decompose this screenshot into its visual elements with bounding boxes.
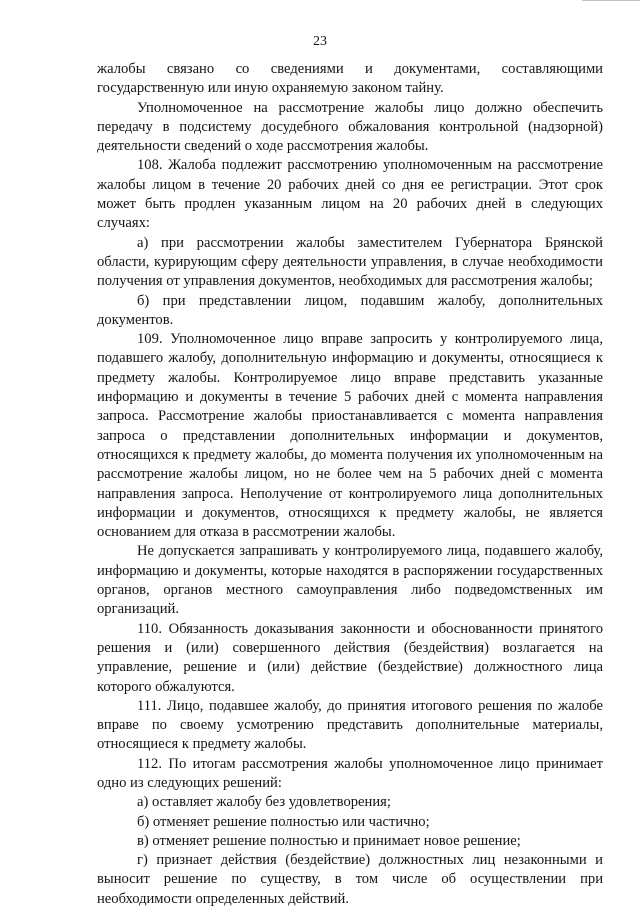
scan-edge-mark	[582, 0, 640, 3]
paragraph: 112. По итогам рассмотрения жалобы уполномоченное лицо принимает одно из следующих решений:	[97, 755, 603, 791]
paragraph: 109. Уполномоченное лицо вправе запросить у контролируемого лица, подавшего жалобу, дополнительную информацию и документы, относящиеся к предмету жалобы. Контролируемое лицо вправе представить указанные информацию и документы в течение 5 рабочих дней с момента направления запроса. Рассмотрение жалобы приостанавливается с момента направления запроса о представлении дополнительных информации и документов, относящихся к предмету жалобы, до момента получения их уполномоченным на рассмотрение жалобы лицом, но не более чем на 5 рабочих дней с момента направления запроса. Неполучение от контролируемого лица дополнительных информации и документов, относящихся к предмету жалобы, не является основанием для отказа в рассмотрении жалобы.	[97, 331, 603, 541]
paragraph: Уполномоченное на рассмотрение жалобы лицо должно обеспечить передачу в подсистему досудебного обжалования контрольной (надзорной) деятельности сведений о ходе рассмотрения жалобы.	[97, 99, 603, 155]
paragraph: б) отменяет решение полностью или частично;	[137, 813, 430, 830]
page-number: 23	[313, 34, 327, 49]
paragraph: 110. Обязанность доказывания законности и обоснованности принятого решения и (или) совершенного действия (бездействия) возлагается на управление, решение и (или) действие (бездействие) должностного лица которого обжалуются.	[97, 620, 603, 695]
paragraph: г) признает действия (бездействие) должностных лиц незаконными и выносит решение по существу, в том числе об осуществлении при необходимости определенных действий.	[97, 852, 603, 907]
paragraph: б) при представлении лицом, подавшим жалобу, дополнительных документов.	[97, 292, 603, 328]
document-body	[97, 60, 603, 909]
paragraph: а) оставляет жалобу без удовлетворения;	[137, 794, 391, 811]
paragraph: 111. Лицо, подавшее жалобу, до принятия итогового решения по жалобе вправе по своему усмотрению представить дополнительные материалы, относящиеся к предмету жалобы.	[97, 697, 603, 753]
paragraph: Не допускается запрашивать у контролируемого лица, подавшего жалобу, информацию и документы, которые находятся в распоряжении государственных органов, органов местного самоуправления либо подведомственных им организаций.	[97, 543, 603, 618]
paragraph: а) при рассмотрении жалобы заместителем Губернатора Брянской области, курирующим сферу деятельности управления, в случае необходимости получения от управления документов, необходимых для рассмотрения жалобы;	[97, 234, 603, 290]
paragraph: в) отменяет решение полностью и принимает новое решение;	[137, 832, 521, 849]
paragraph: 108. Жалоба подлежит рассмотрению уполномоченным на рассмотрение жалобы лицом в течение 20 рабочих дней со дня ее регистрации. Этот срок может быть продлен указанным лицом на 20 рабочих дней в следующих случаях:	[97, 157, 603, 232]
paragraph: жалобы связано со сведениями и документами, составляющими государственную или иную охраняемую законом тайну.	[97, 61, 603, 97]
